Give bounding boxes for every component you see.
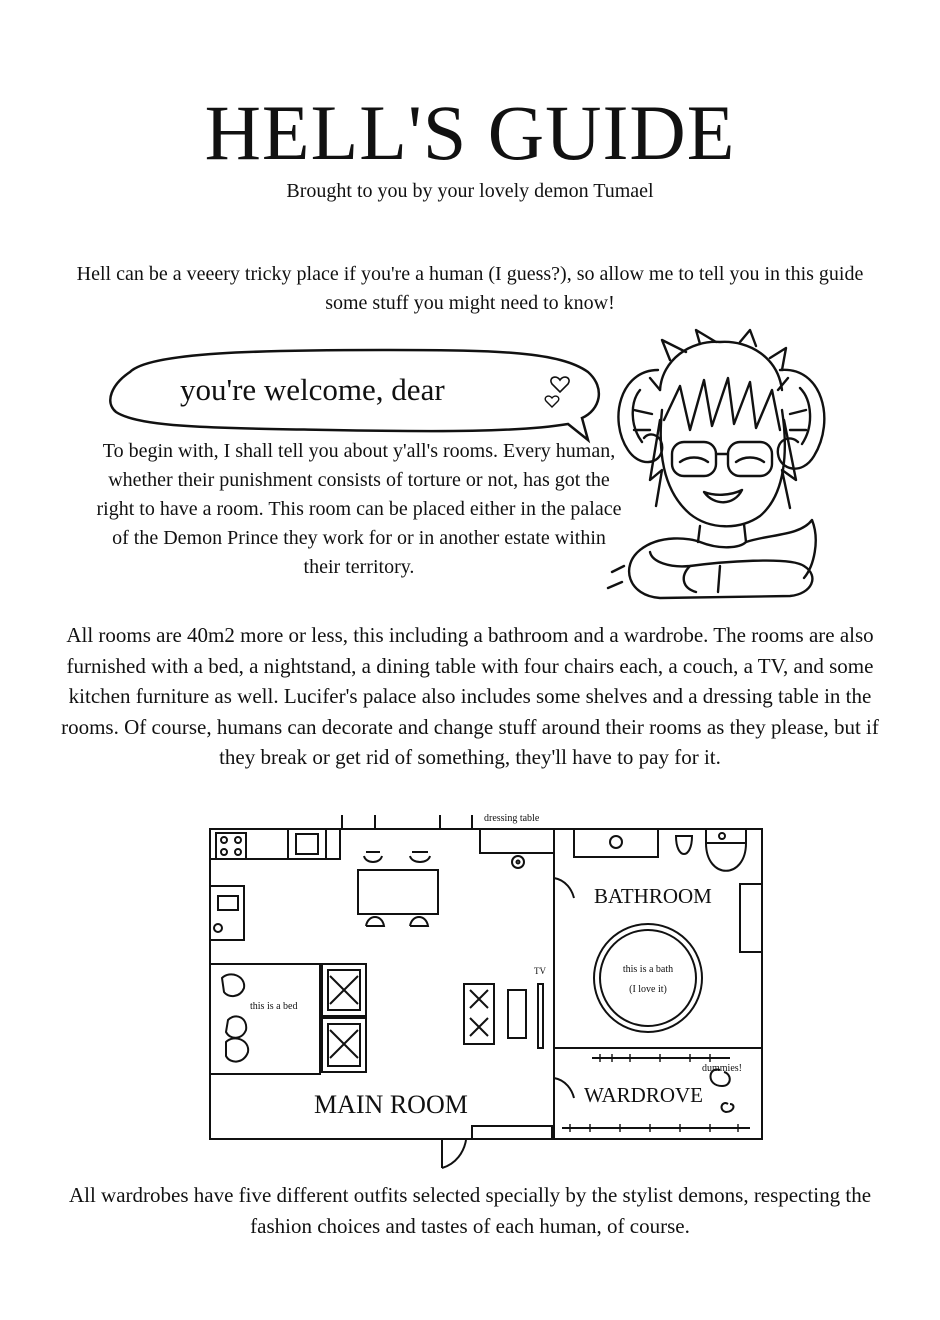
furnishing-paragraph: All rooms are 40m2 more or less, this including a bathroom and a wardrobe. The rooms are also furnished with a bed, a nightstand, a dining table with four chairs each, a couch, a TV, and some kitchen furniture as well. Lucifer's palace also includes some shelves and a dressing table in the rooms. Of course, humans can decorate and change stuff around their rooms as they please, but if they break or get rid of something, they'll have to pay for it. [61,623,879,769]
page-subtitle: Brought to you by your lovely demon Tumael [286,180,654,202]
rooms-paragraph: To begin with, I shall tell you about y'all's rooms. Every human, whether their punishment consists of torture or not, has got the right to have a room. This room can be placed either in the palace of the Demon Prince they work for or in another estate within their territory. [96,440,622,578]
label-bath-line2: (I love it) [629,984,667,995]
label-wardrobe: WARDROVE [584,1083,703,1107]
page-title: HELL'S GUIDE [204,89,736,176]
label-dressing-table: dressing table [484,813,540,824]
label-main-room: MAIN ROOM [314,1090,468,1119]
label-bathroom: BATHROOM [594,884,712,908]
floor-plan [0,800,940,1180]
speech-bubble-text: you're welcome, dear [180,372,445,407]
label-dummies: dummies! [702,1063,742,1074]
label-bed: this is a bed [250,1001,298,1012]
label-bath-line1: this is a bath [622,964,674,975]
demon-character-illustration [600,330,840,610]
intro-paragraph: Hell can be a veeery tricky place if you're a human (I guess?), so allow me to tell you in this guide some stuff you might need to know! [76,263,864,314]
label-tv: TV [534,966,546,976]
wardrobes-paragraph: All wardrobes have five different outfits selected specially by the stylist demons, respecting the fashion choices and tastes of each human, of course. [68,1183,872,1238]
